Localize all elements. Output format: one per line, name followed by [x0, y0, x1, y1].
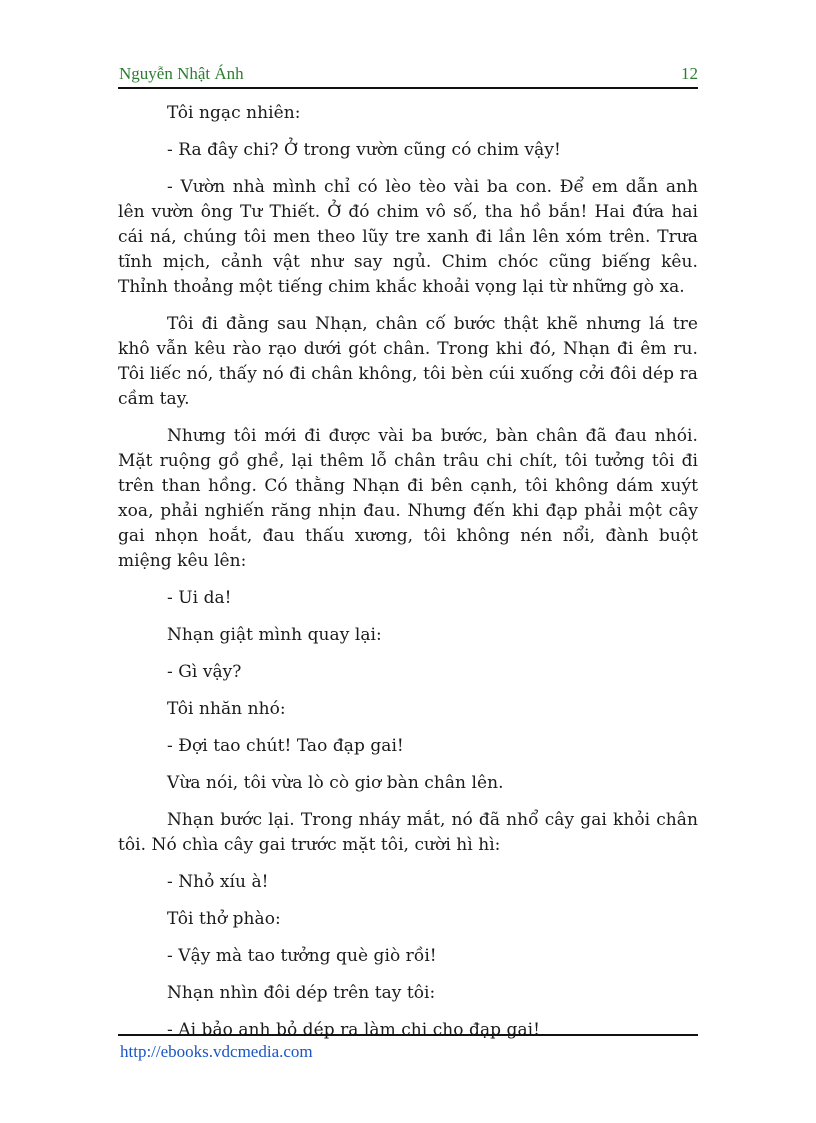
page-header	[118, 61, 698, 89]
paragraph: - Ra đây chi? Ở trong vườn cũng có chim vậy!	[167, 140, 561, 160]
paragraph: Tôi thở phào:	[167, 909, 281, 929]
paragraph: - Đợi tao chút! Tao đạp gai!	[167, 736, 404, 756]
paragraph: - Vậy mà tao tưởng què giò rồi!	[167, 946, 437, 966]
paragraph: - Ui da!	[167, 588, 232, 608]
story-text	[118, 101, 698, 1055]
paragraph: Tôi đi đằng sau Nhạn, chân cố bước thật khẽ nhưng lá tre khô vẫn kêu rào rạo dưới gót chân. Trong khi đó, Nhạn đi êm ru. Tôi liếc nó, thấy nó đi chân không, tôi bèn cúi xuống cởi đôi dép ra cầm tay.	[118, 314, 698, 409]
paragraph: - Nhỏ xíu à!	[167, 872, 269, 892]
footer-url-link[interactable]: http://ebooks.vdcmedia.com	[120, 1042, 313, 1061]
paragraph: - Vườn nhà mình chỉ có lèo tèo vài ba con. Để em dẫn anh lên vườn ông Tư Thiết. Ở đó chim vô số, tha hồ bắn! Hai đứa hai cái ná, chúng tôi men theo lũy tre xanh đi lần lên xóm trên. Trưa tĩnh mịch, cảnh vật như say ngủ. Chim chóc cũng biếng kêu. Thỉnh thoảng một tiếng chim khắc khoải vọng lại từ những gò xa.	[118, 177, 698, 297]
paragraph: Tôi nhăn nhó:	[167, 699, 286, 719]
paragraph: Nhạn bước lại. Trong nháy mắt, nó đã nhổ cây gai khỏi chân tôi. Nó chìa cây gai trước mặt tôi, cười hì hì:	[118, 810, 698, 855]
paragraph: - Gì vậy?	[167, 662, 242, 682]
paragraph: Nhạn giật mình quay lại:	[167, 625, 382, 645]
paragraph: Nhưng tôi mới đi được vài ba bước, bàn chân đã đau nhói. Mặt ruộng gồ ghề, lại thêm lỗ chân trâu chi chít, tôi tưởng tôi đi trên than hồng. Có thằng Nhạn đi bên cạnh, tôi không dám xuýt xoa, phải nghiến răng nhịn đau. Nhưng đến khi đạp phải một cây gai nhọn hoắt, đau thấu xương, tôi không nén nổi, đành buột miệng kêu lên:	[118, 426, 698, 571]
paragraph: - Ai bảo anh bỏ dép ra làm chi cho đạp gai!	[167, 1020, 541, 1040]
paragraph: Vừa nói, tôi vừa lò cò giơ bàn chân lên.	[167, 773, 504, 793]
footer-divider	[118, 1034, 698, 1036]
paragraph: Tôi ngạc nhiên:	[167, 103, 301, 123]
page-number: 12	[681, 64, 698, 83]
paragraph: Nhạn nhìn đôi dép trên tay tôi:	[167, 983, 436, 1003]
author-name: Nguyễn Nhật Ánh	[119, 64, 244, 83]
